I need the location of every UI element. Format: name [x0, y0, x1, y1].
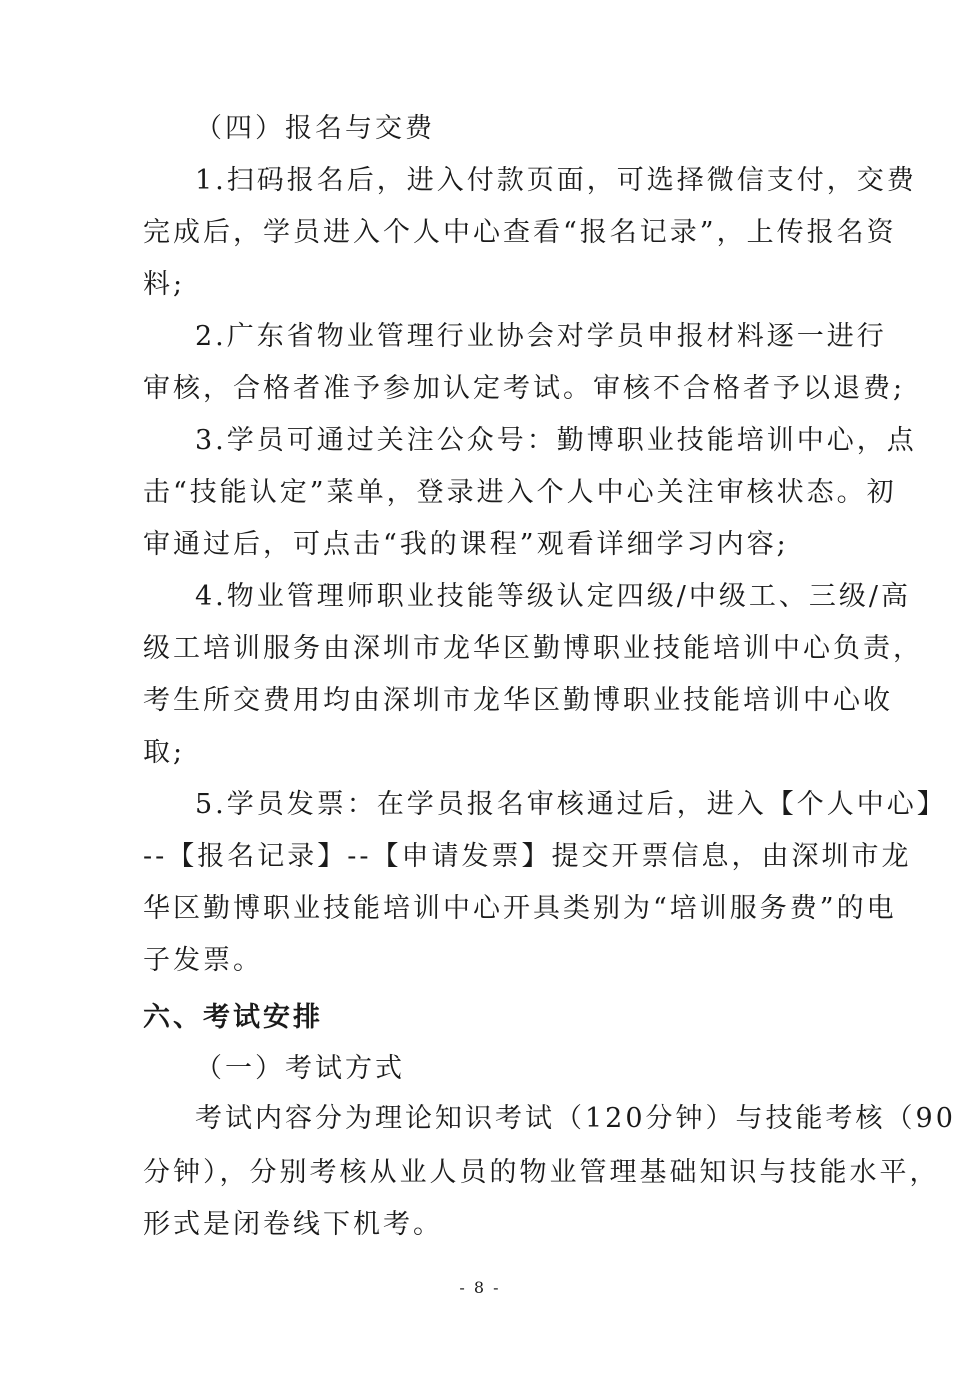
- section-heading-registration-payment: （四）报名与交费: [195, 113, 435, 144]
- paragraph-line: 考试内容分为理论知识考试（120分钟）与技能考核（90: [195, 1103, 956, 1134]
- paragraph-line: 审核，合格者准予参加认定考试。审核不合格者予以退费;: [143, 373, 906, 404]
- paragraph-line: 4.物业管理师职业技能等级认定四级/中级工、三级/高: [195, 581, 911, 612]
- paragraph-line: 1.扫码报名后，进入付款页面，可选择微信支付，交费: [195, 165, 917, 196]
- paragraph-line: 子发票。: [143, 945, 263, 976]
- paragraph-line: 分钟），分别考核从业人员的物业管理基础知识与技能水平，: [143, 1157, 940, 1188]
- paragraph-line: 华区勤博职业技能培训中心开具类别为“培训服务费”的电: [143, 893, 897, 924]
- paragraph-line: --【报名记录】--【申请发票】提交开票信息，由深圳市龙: [143, 841, 912, 872]
- paragraph-line: 击“技能认定”菜单，登录进入个人中心关注审核状态。初: [143, 477, 897, 508]
- paragraph-line: 形式是闭卷线下机考。: [143, 1209, 443, 1240]
- paragraph-line: 料;: [143, 269, 186, 300]
- page-number: - 8 -: [459, 1278, 501, 1297]
- paragraph-line: 考生所交费用均由深圳市龙华区勤博职业技能培训中心收: [143, 685, 893, 716]
- paragraph-line: 审通过后，可点击“我的课程”观看详细学习内容;: [143, 529, 789, 560]
- paragraph-line: 5.学员发票：在学员报名审核通过后，进入【个人中心】: [195, 789, 947, 820]
- paragraph-line: 取;: [143, 737, 186, 768]
- paragraph-line: 级工培训服务由深圳市龙华区勤博职业技能培训中心负责，: [143, 633, 923, 664]
- paragraph-line: 完成后，学员进入个人中心查看“报名记录”，上传报名资: [143, 217, 897, 248]
- section-heading-exam-arrangement: 六、考试安排: [143, 1002, 323, 1033]
- paragraph-line: 2.广东省物业管理行业协会对学员申报材料逐一进行: [195, 321, 887, 352]
- subsection-heading-exam-method: （一）考试方式: [195, 1053, 405, 1084]
- paragraph-line: 3.学员可通过关注公众号：勤博职业技能培训中心，点: [195, 425, 917, 456]
